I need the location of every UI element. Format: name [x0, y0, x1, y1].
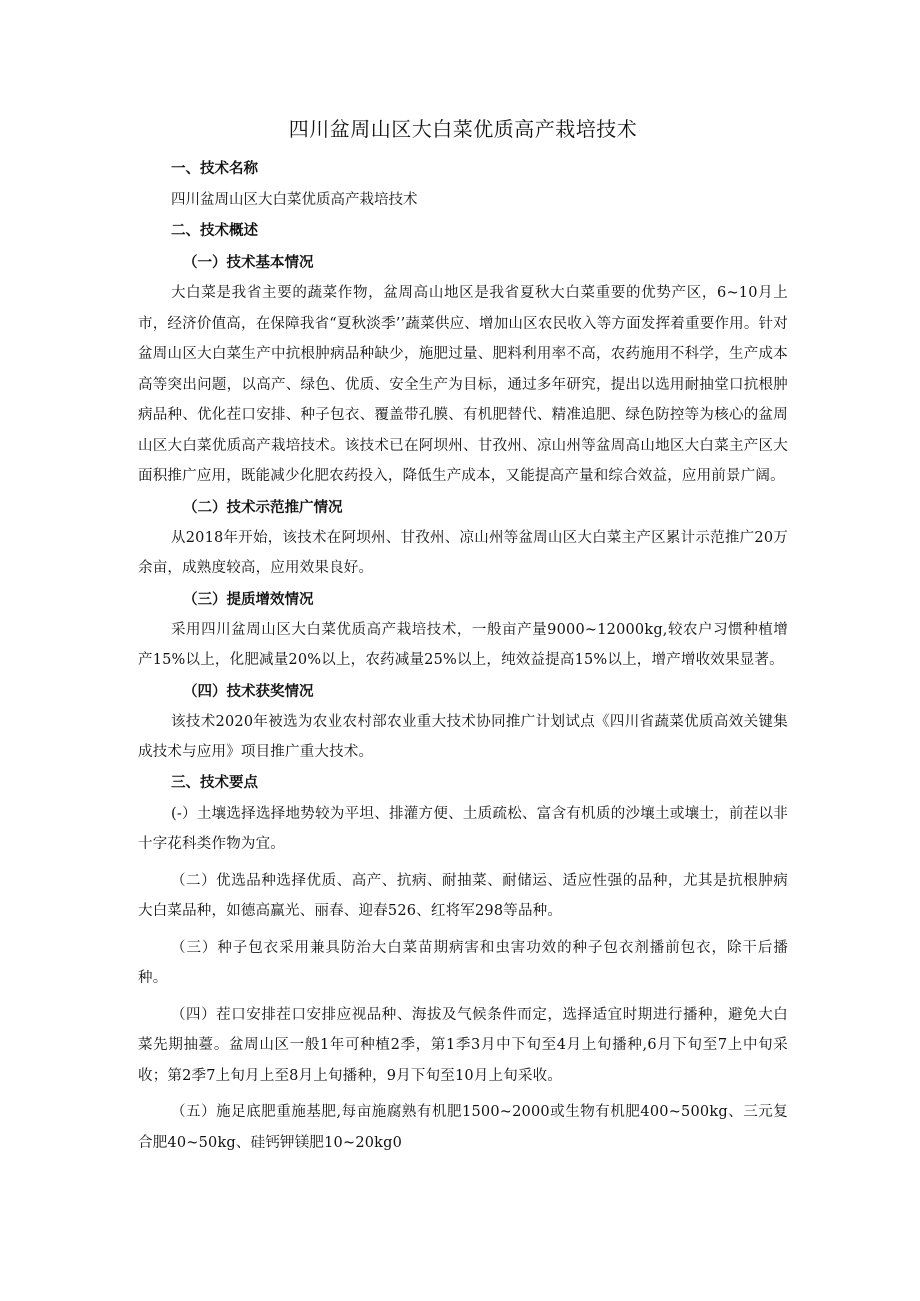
subheading-basic-info: （一）技术基本情况 [183, 254, 314, 271]
section-heading-overview: 二、技术概述 [171, 223, 258, 239]
subheading-demonstration: （二）技术示范推广情况 [183, 498, 343, 516]
page-title: 四川盆周山区大白菜优质高产栽培技术 [288, 117, 638, 141]
paragraph-quality-efficiency: 采用四川盆周山区大白菜优质高产栽培技术，一般亩产量9000~12000kg,较农户习惯种植增产15%以上，化肥减量20%以上，农药减量25%以上，纯效益提高15%以上，增产增收效果显著。 [138, 621, 788, 668]
subheading-awards: （四）技术获奖情况 [183, 682, 314, 700]
section-heading-key-points: 三、技术要点 [171, 774, 258, 791]
paragraph-demonstration: 从2018年开始，该技术在阿坝州、甘孜州、凉山州等盆周山区大白菜主产区累计示范推广20万余亩，成熟度较高，应用效果良好。 [138, 529, 788, 576]
key-point-crop-rotation: （四）茬口安排茬口安排应视品种、海拔及气候条件而定，选择适宜时期进行播种，避免大白菜先期抽薹。盆周山区一般1年可种植2季，第1季3月中下旬至4月上旬播种,6月下旬至7上中旬采收；第2季7上旬月上至8月上旬播种，9月下旬至10月上旬采收。 [138, 1006, 788, 1084]
key-point-base-fertilizer: （五）施足底肥重施基肥,每亩施腐熟有机肥1500~2000或生物有机肥400~500kg、三元复合肥40~50kg、硅钙钾镁肥10~20kg0 [138, 1104, 788, 1151]
technology-name-text: 四川盆周山区大白菜优质高产栽培技术 [171, 192, 418, 208]
paragraph-basic-info: 大白菜是我省主要的蔬菜作物，盆周高山地区是我省夏秋大白菜重要的优势产区，6~10月上市，经济价值高，在保障我省“夏秋淡季’’蔬菜供应、增加山区农民收入等方面发挥着重要作用。针对盆周山区大白菜生产中抗根肿病品种缺少，施肥过量、肥料利用率不高，农药施用不科学，生产成本高等突出问题，以高产、绿色、优质、安全生产为目标，通过多年研究，提出以选用耐抽堂口抗根肿病品种、优化茬口安排、种子包衣、覆盖带孔膜、有机肥替代、精准追肥、绿色防控等为核心的盆周山区大白菜优质高产栽培技术。该技术已在阿坝州、甘孜州、凉山州等盆周高山地区大白菜主产区大面积推广应用，既能减少化肥农药投入，降低生产成本，又能提高产量和综合效益，应用前景广阔。 [138, 285, 788, 484]
document-page [138, 112, 788, 1158]
key-point-seed-coating: （三）种子包衣采用兼具防治大白菜苗期病害和虫害功效的种子包衣剂播前包衣，除干后播种。 [138, 939, 788, 986]
paragraph-awards: 该技术2020年被选为农业农村部农业重大技术协同推广计划试点《四川省蔬菜优质高效关键集成技术与应用》项目推广重大技术。 [138, 713, 788, 760]
key-point-variety: （二）优选品种选择优质、高产、抗病、耐抽菜、耐储运、适应性强的品种，尤其是抗根肿病大白菜品种，如德高赢光、丽春、迎春526、红将军298等品种。 [138, 872, 788, 919]
key-point-soil: (-）土壤选择选择地势较为平坦、排灌方便、土质疏松、富含有机质的沙壤土或壤士，前茬以非十字花科类作物为宜。 [138, 805, 788, 852]
subheading-quality-efficiency: （三）提质增效情况 [183, 590, 314, 608]
section-heading-name: 一、技术名称 [171, 161, 258, 177]
